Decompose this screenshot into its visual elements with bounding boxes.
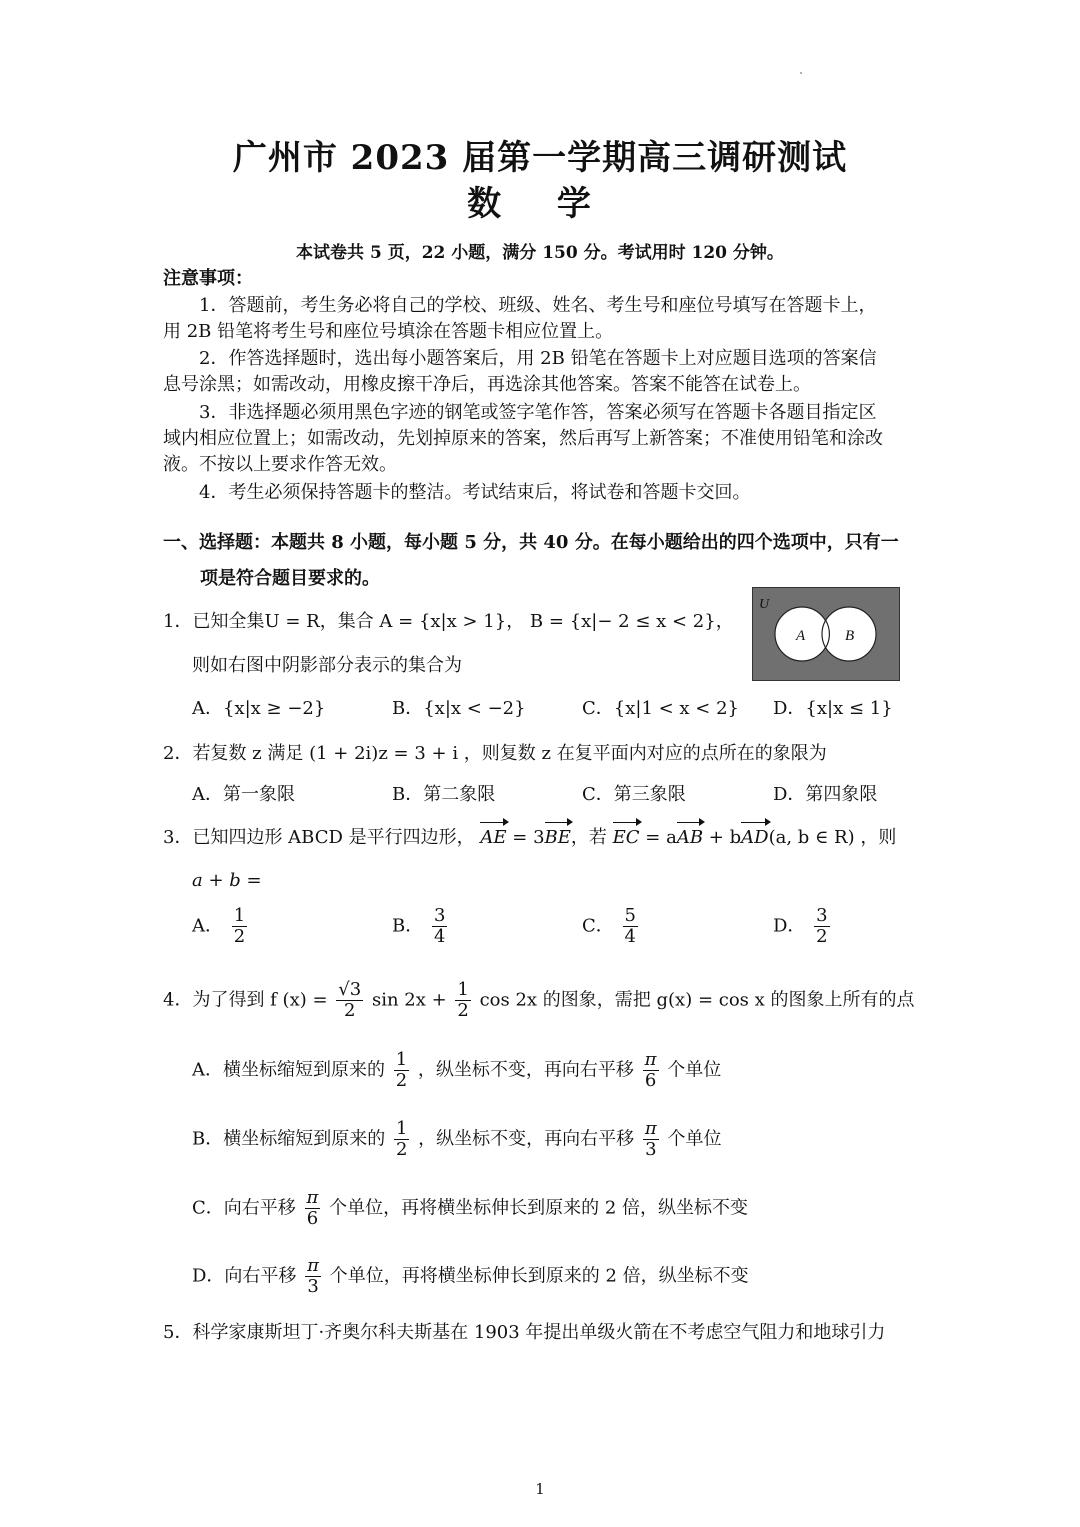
fraction-numerator: 5 — [624, 905, 636, 926]
q4-option-a-fraction-1 — [394, 1050, 409, 1091]
q4-stem-part-3: cos 2x 的图象，需把 g(x) = cos x 的图象上所有的点 — [479, 989, 915, 1011]
q1-option-a: A．{x|x ≥ −2} — [192, 698, 326, 719]
vector-ae: AE — [480, 825, 506, 851]
fraction-denominator: 2 — [395, 1139, 408, 1160]
fraction-denominator: 3 — [307, 1276, 319, 1297]
notice-item-3-line-2: 域内相应位置上；如需改动，先划掉原来的答案，然后再写上新答案；不准使用铅笔和涂改 — [163, 428, 883, 449]
exam-title: 广州市 2023 届第一学期高三调研测试 — [232, 138, 848, 178]
fraction-numerator: π — [644, 1049, 657, 1070]
q3-option-c-label: C． — [582, 915, 614, 937]
q4-option-d-part-2: 个单位，再将横坐标伸长到原来的 2 倍，纵坐标不变 — [329, 1265, 749, 1287]
q3-stem — [163, 825, 896, 851]
fraction-numerator: √3 — [338, 979, 362, 1000]
fraction-numerator: 3 — [433, 905, 446, 926]
section-heading-line-2: 项是符合题目要求的。 — [200, 568, 380, 589]
fraction-numerator: 1 — [395, 1118, 408, 1139]
q4-option-c-fraction — [305, 1188, 321, 1229]
q1-option-d: D．{x|x ≤ 1} — [773, 698, 893, 719]
fraction-denominator: 6 — [306, 1208, 319, 1229]
q4-option-a-fraction-2 — [643, 1050, 659, 1091]
q4-option-c — [192, 1188, 748, 1229]
q3-option-d — [773, 906, 833, 947]
q3-option-d-label: D． — [773, 915, 806, 937]
exam-info: 本试卷共 5 页，22 小题，满分 150 分。考试用时 120 分钟。 — [296, 243, 784, 263]
notice-item-1-line-1: 1．答题前，考生务必将自己的学校、班级、姓名、考生号和座位号填写在答题卡上， — [199, 295, 877, 316]
fraction-numerator: 1 — [395, 1049, 408, 1070]
q3-stem-part-1: 3．已知四边形 ABCD 是平行四边形， — [163, 827, 475, 848]
fraction-numerator: 1 — [457, 979, 469, 1000]
q1-option-b: B．{x|x < −2} — [392, 698, 526, 719]
q4-stem — [163, 980, 915, 1021]
q2-option-c: C．第三象限 — [582, 784, 686, 805]
q4-option-b-part-3: 个单位 — [667, 1128, 722, 1150]
fraction-numerator: π — [307, 1255, 320, 1276]
vector-be: BE — [545, 825, 571, 851]
venn-diagram — [752, 587, 900, 681]
q2-stem: 2．若复数 z 满足 (1 + 2i)z = 3 + i ，则复数 z 在复平面内对应的点所在的象限为 — [163, 743, 827, 764]
q4-option-d-part-1: D．向右平移 — [192, 1265, 297, 1287]
notice-item-1-line-2: 用 2B 铅笔将考生号和座位号填涂在答题卡相应位置上。 — [163, 321, 614, 342]
fraction-denominator: 2 — [457, 1000, 469, 1021]
fraction-numerator: 3 — [816, 905, 828, 926]
fraction-denominator: 6 — [644, 1070, 657, 1091]
q2-option-d: D．第四象限 — [773, 784, 878, 805]
q4-fraction-1-over-2 — [455, 980, 470, 1021]
notice-heading: 注意事项： — [163, 268, 253, 289]
q4-option-c-part-1: C．向右平移 — [192, 1197, 296, 1219]
q4-option-c-part-2: 个单位，再将横坐标伸长到原来的 2 倍，纵坐标不变 — [329, 1197, 748, 1219]
scan-speck — [800, 72, 802, 74]
vector-ab: AB — [677, 825, 703, 851]
section-heading-line-1: 一、选择题：本题共 8 小题，每小题 5 分，共 40 分。在每小题给出的四个选项中，只有一 — [163, 532, 899, 553]
q4-option-d — [192, 1256, 749, 1297]
q4-option-b-part-1: B．横坐标缩短到原来的 — [192, 1128, 386, 1150]
q4-option-a-part-1: A．横坐标缩短到原来的 — [192, 1059, 385, 1081]
fraction-numerator: 1 — [233, 905, 246, 926]
exam-subject: 数 学 — [467, 184, 613, 224]
q3-option-b — [392, 906, 450, 947]
q3-stem-line-2: a + b = — [192, 870, 262, 891]
q1-stem: 1．已知全集U = R，集合 A = {x|x > 1}， B = {x|− 2 ≤ x < 2}， — [163, 611, 734, 632]
q4-option-b — [192, 1119, 721, 1160]
q4-stem-part-2: sin 2x + — [371, 989, 447, 1011]
q3-stem-part-2: ，若 — [570, 827, 613, 848]
notice-item-3-line-1: 3．非选择题必须用黑色字迹的钢笔或签字笔作答，答案必须写在答题卡各题目指定区 — [199, 402, 877, 423]
q3-option-a-fraction — [232, 906, 247, 947]
fraction-denominator: 4 — [433, 926, 446, 947]
q3-stem-part-3: (a, b ∈ R) ，则 — [768, 827, 897, 848]
venn-label-b: B — [845, 628, 855, 644]
q4-option-b-part-2: ，纵坐标不变，再向右平移 — [418, 1128, 635, 1150]
q4-fraction-sqrt3-over-2 — [336, 980, 363, 1021]
venn-diagram-svg — [753, 588, 899, 680]
venn-label-u: U — [759, 597, 770, 612]
q3-option-a — [192, 906, 250, 947]
notice-item-2-line-1: 2．作答选择题时，选出每小题答案后，用 2B 铅笔在答题卡上对应题目选项的答案信 — [199, 348, 877, 369]
venn-label-a: A — [796, 628, 806, 644]
page-number: 1 — [535, 1480, 545, 1498]
fraction-numerator: π — [306, 1187, 319, 1208]
q1-option-c: C．{x|1 < x < 2} — [582, 698, 739, 719]
q3-option-b-label: B． — [392, 915, 424, 937]
q4-option-b-fraction-2 — [643, 1119, 659, 1160]
vector-ec: EC — [613, 825, 640, 851]
q3-eq-1: = 3 — [506, 827, 545, 848]
q3-eq-3: + b — [703, 827, 742, 848]
notice-item-3-line-3: 液。不按以上要求作答无效。 — [163, 454, 397, 475]
q4-option-a-part-3: 个单位 — [667, 1059, 722, 1081]
q3-option-d-fraction — [814, 906, 829, 947]
q3-option-c-fraction — [623, 906, 638, 947]
q4-option-a-part-2: ，纵坐标不变，再向右平移 — [417, 1059, 634, 1081]
q3-eq-2: = a — [639, 827, 677, 848]
q4-option-b-fraction-1 — [394, 1119, 409, 1160]
q2-option-a: A．第一象限 — [192, 784, 295, 805]
q1-stem-line-2: 则如右图中阴影部分表示的集合为 — [192, 655, 462, 676]
q4-option-a — [192, 1050, 721, 1091]
vector-ad: AD — [741, 825, 768, 851]
fraction-numerator: π — [644, 1118, 657, 1139]
q3-option-a-label: A． — [192, 915, 223, 937]
fraction-denominator: 2 — [395, 1070, 408, 1091]
q2-option-b: B．第二象限 — [392, 784, 496, 805]
q3-option-c — [582, 906, 641, 947]
fraction-denominator: 2 — [344, 1000, 356, 1021]
notice-item-2-line-2: 息号涂黑；如需改动，用橡皮擦干净后，再选涂其他答案。答案不能答在试卷上。 — [163, 374, 811, 395]
q4-stem-part-1: 4．为了得到 f (x) = — [163, 989, 328, 1011]
fraction-denominator: 2 — [816, 926, 828, 947]
q4-option-d-fraction — [305, 1256, 321, 1297]
q5-stem: 5．科学家康斯坦丁·齐奥尔科夫斯基在 1903 年提出单级火箭在不考虑空气阻力和地球引力 — [163, 1322, 886, 1343]
fraction-denominator: 3 — [645, 1139, 657, 1160]
notice-item-4: 4．考生必须保持答题卡的整洁。考试结束后，将试卷和答题卡交回。 — [199, 482, 751, 503]
fraction-denominator: 2 — [233, 926, 246, 947]
fraction-denominator: 4 — [624, 926, 636, 947]
q3-option-b-fraction — [432, 906, 447, 947]
